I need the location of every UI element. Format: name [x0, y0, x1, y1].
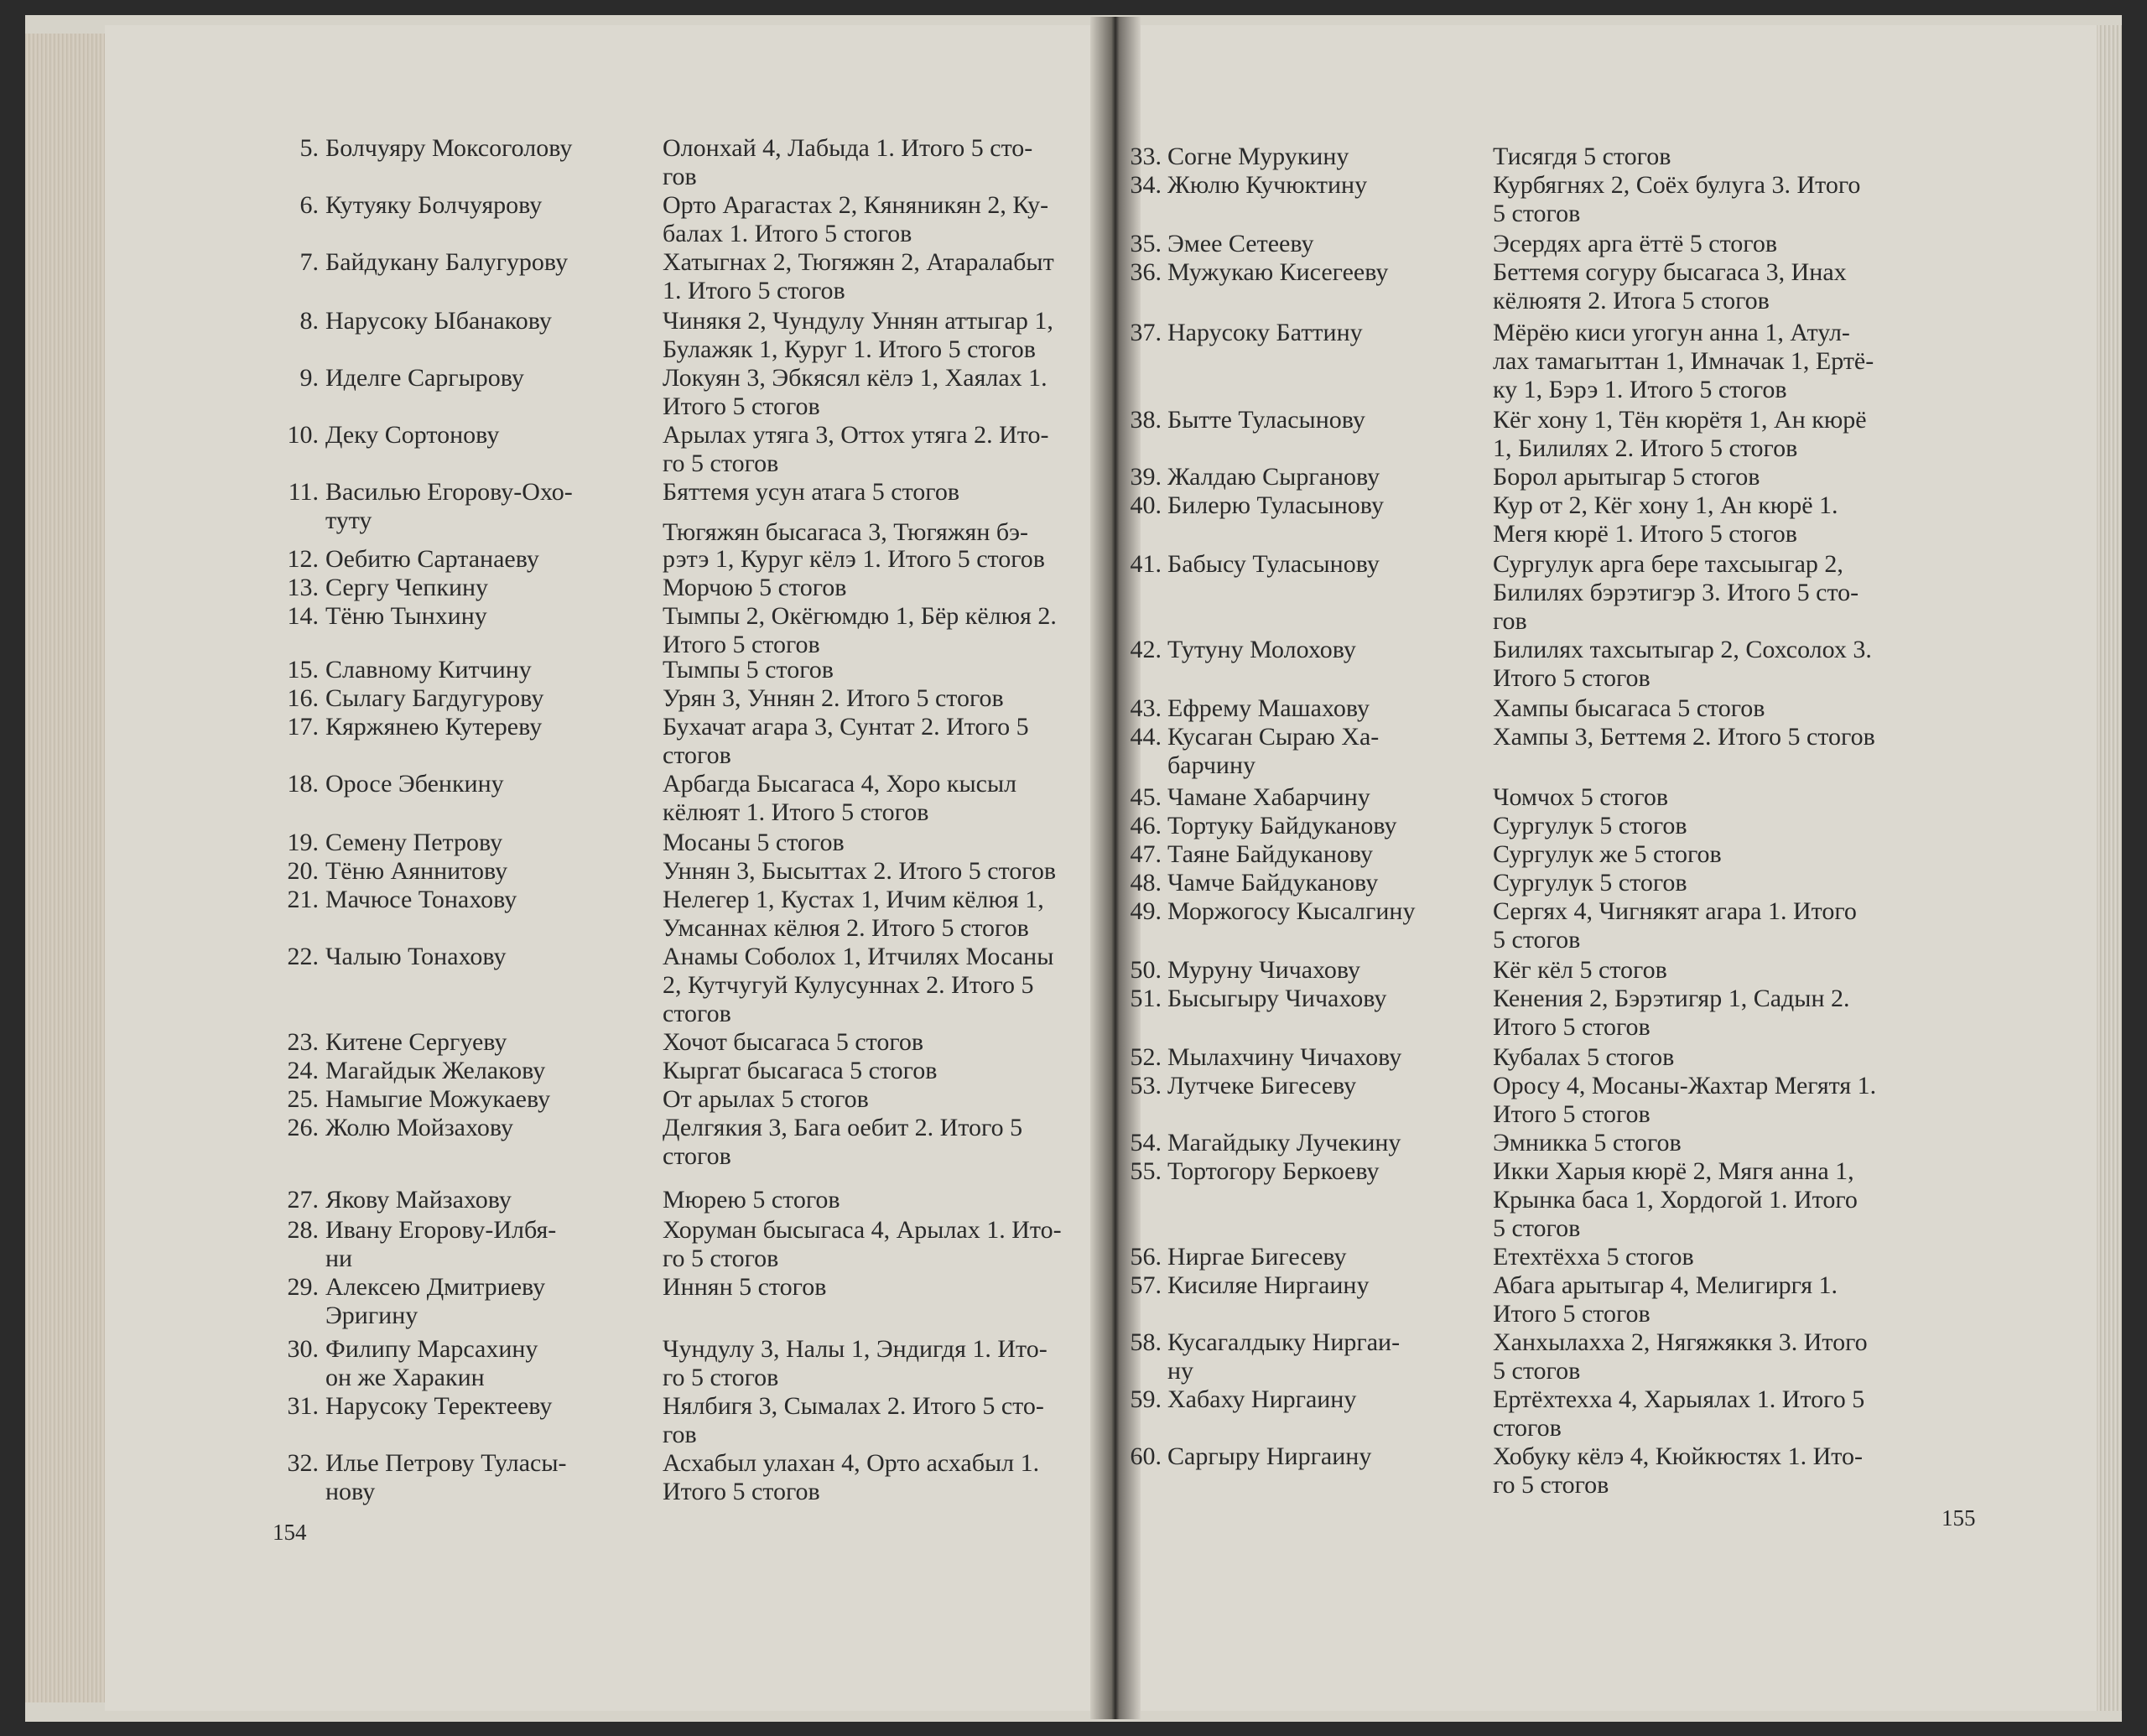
entry-name: Кутуяку Болчуярову — [325, 191, 543, 219]
entry-name: Кусаган Сыраю Ха- барчину — [1167, 723, 1380, 779]
entry-description: Асхабыл улахан 4, Орто асхабыл 1. Итого 5 стогов — [663, 1449, 1040, 1505]
entry-description: Тисягдя 5 стогов — [1493, 143, 1671, 170]
entry-name: Магайдыку Лучекину — [1167, 1129, 1401, 1156]
entry-description: Бяттемя усун атага 5 стогов — [663, 478, 960, 506]
entry-name: Лутчеке Бигесеву — [1167, 1072, 1357, 1099]
entry-description: Анамы Соболох 1, Итчилях Мосаны 2, Кутчугуй Кулусуннах 2. Итого 5 стогов — [663, 943, 1054, 1027]
page-edges-left — [25, 34, 109, 1702]
entry-description: Урян 3, Уннян 2. Итого 5 стогов — [663, 684, 1004, 712]
entry-name: Саргыру Ниргаину — [1167, 1442, 1372, 1470]
entry-number: 33. — [1130, 143, 1162, 170]
entry-name: Славному Китчину — [325, 656, 532, 683]
entry-number: 36. — [1130, 258, 1162, 286]
entry-number: 27. — [287, 1186, 319, 1214]
entry-name: Якову Майзахову — [325, 1186, 512, 1214]
entry-name: Согне Мурукину — [1167, 143, 1349, 170]
entry-name: Нарусоку Баттину — [1167, 319, 1363, 346]
entry-description: Кёг хону 1, Тён кюрётя 1, Ан кюрё 1, Билилях 2. Итого 5 стогов — [1493, 406, 1867, 462]
entry-number: 19. — [287, 829, 319, 856]
entry-description: Локуян 3, Эбкясял кёлэ 1, Хаялах 1. Итого 5 стогов — [663, 364, 1048, 420]
entry-number: 11. — [288, 478, 319, 506]
entry-description: Морчою 5 стогов — [663, 574, 847, 601]
entry-number: 16. — [287, 684, 319, 712]
entry-description: Арбагда Бысагаса 4, Хоро кысыл кёлюят 1. Итого 5 стогов — [663, 770, 1017, 826]
entry-description: Тымпы 5 стогов — [663, 656, 834, 683]
entry-number: 40. — [1130, 491, 1162, 519]
entry-description: Делгякия 3, Бага оебит 2. Итого 5 стогов — [663, 1114, 1023, 1170]
entry-name: Жюлю Кучюктину — [1167, 171, 1368, 199]
entry-name: Хабаху Ниргаину — [1167, 1385, 1357, 1413]
entry-description: Чомчох 5 стогов — [1493, 783, 1669, 811]
entry-number: 20. — [287, 857, 319, 885]
entry-number: 55. — [1130, 1157, 1162, 1185]
entry-number: 32. — [287, 1449, 319, 1477]
entry-number: 13. — [287, 574, 319, 601]
entry-number: 15. — [287, 656, 319, 683]
entry-name: Деку Сортонову — [325, 421, 500, 449]
entry-description: Нелегер 1, Кустах 1, Ичим кёлюя 1, Умсаннах кёлюя 2. Итого 5 стогов — [663, 886, 1044, 942]
entry-description: Кёг кёл 5 стогов — [1493, 956, 1667, 984]
entry-description: Мосаны 5 стогов — [663, 829, 845, 856]
entry-description: Бухачат агара 3, Сунтат 2. Итого 5 стогов — [663, 713, 1029, 769]
entry-name: Кяржянею Кутереву — [325, 713, 543, 741]
entry-description: Сергях 4, Чигнякят агара 1. Итого 5 стогов — [1493, 897, 1857, 954]
entry-number: 10. — [287, 421, 319, 449]
entry-number: 51. — [1130, 985, 1162, 1012]
entry-name: Бысыгыру Чичахову — [1167, 985, 1387, 1012]
entry-number: 46. — [1130, 812, 1162, 839]
entry-name: Ниргае Бигесеву — [1167, 1243, 1347, 1271]
entry-name: Чалыю Тонахову — [325, 943, 507, 970]
entry-number: 44. — [1130, 723, 1162, 751]
entry-number: 41. — [1130, 550, 1162, 578]
entry-description: Хампы бысагаса 5 стогов — [1493, 694, 1765, 722]
entry-number: 18. — [287, 770, 319, 798]
entry-number: 14. — [287, 602, 319, 630]
entry-description: Хобуку кёлэ 4, Кюйкюстях 1. Ито- го 5 стогов — [1493, 1442, 1863, 1499]
entry-name: Нарусоку Ыбанакову — [325, 307, 552, 335]
entry-number: 17. — [287, 713, 319, 741]
entry-description: Етехтёхха 5 стогов — [1493, 1243, 1694, 1271]
entry-description: Эсердях арга ёттё 5 стогов — [1493, 230, 1778, 257]
entry-description: Хоруман бысыгаса 4, Арылах 1. Ито- го 5 стогов — [663, 1216, 1062, 1272]
entry-name: Мылахчину Чичахову — [1167, 1043, 1402, 1071]
page-number-left: 154 — [273, 1520, 307, 1545]
entry-description: Олонхай 4, Лабыда 1. Итого 5 сто- гов — [663, 134, 1033, 190]
entry-description: Сургулук же 5 стогов — [1493, 840, 1722, 868]
entry-name: Билерю Туласынову — [1167, 491, 1384, 519]
entry-name: Моржогосу Кысалгину — [1167, 897, 1416, 925]
entry-name: Семену Петрову — [325, 829, 503, 856]
entry-name: Муруну Чичахову — [1167, 956, 1361, 984]
entry-number: 48. — [1130, 869, 1162, 897]
entry-description: Оросу 4, Мосаны-Жахтар Мегятя 1. Итого 5 стогов — [1493, 1072, 1877, 1128]
entry-name: Иделге Саргырову — [325, 364, 524, 392]
entry-name: Тёню Тынхину — [325, 602, 487, 630]
entry-name: Бабысу Туласынову — [1167, 550, 1380, 578]
entry-number: 50. — [1130, 956, 1162, 984]
entry-description: Эмникка 5 стогов — [1493, 1129, 1682, 1156]
entry-number: 43. — [1130, 694, 1162, 722]
entry-description: Хочот бысагаса 5 стогов — [663, 1028, 924, 1056]
entry-name: Китене Сергуеву — [325, 1028, 507, 1056]
entry-name: Чамче Байдуканову — [1167, 869, 1379, 897]
entry-number: 45. — [1130, 783, 1162, 811]
entry-name: Чамане Хабарчину — [1167, 783, 1370, 811]
entry-name: Кисиляе Ниргаину — [1167, 1271, 1370, 1299]
entry-description: Тымпы 2, Окёгюмдю 1, Бёр кёлюя 2. Итого 5 стогов — [663, 602, 1057, 658]
entry-description: Чундулу 3, Налы 1, Эндигдя 1. Ито- го 5 стогов — [663, 1335, 1048, 1391]
entry-number: 35. — [1130, 230, 1162, 257]
entry-name: Болчуяру Моксоголову — [325, 134, 573, 162]
entry-description: Мюрею 5 стогов — [663, 1186, 840, 1214]
entry-number: 57. — [1130, 1271, 1162, 1299]
entry-name: Тортуку Байдуканову — [1167, 812, 1397, 839]
entry-name: Василью Егорову-Охо- туту — [325, 478, 573, 534]
entry-description: Орто Арагастах 2, Кяняникян 2, Ку- балах 1. Итого 5 стогов — [663, 191, 1049, 247]
entry-number: 37. — [1130, 319, 1162, 346]
entry-name: Мачюсе Тонахову — [325, 886, 517, 913]
entry-description: Ханхылахха 2, Нягяжяккя 3. Итого 5 стогов — [1493, 1328, 1868, 1385]
entry-description: Мёрёю киси угогун анна 1, Атул- лах тамагыттан 1, Имначак 1, Ертё- ку 1, Бэрэ 1. Итого 5 стогов — [1493, 319, 1874, 403]
entry-description: Ертёхтехха 4, Харыялах 1. Итого 5 стогов — [1493, 1385, 1865, 1442]
entry-name: Тёню Аяннитову — [325, 857, 508, 885]
entry-number: 53. — [1130, 1072, 1162, 1099]
entry-number: 7. — [299, 248, 319, 276]
entry-number: 5. — [299, 134, 319, 162]
entry-name: Оросе Эбенкину — [325, 770, 504, 798]
entry-number: 26. — [287, 1114, 319, 1141]
entry-name: Ефрему Машахову — [1167, 694, 1370, 722]
entry-name: Тутуну Молохову — [1167, 636, 1356, 663]
entry-number: 6. — [299, 191, 319, 219]
entry-number: 34. — [1130, 171, 1162, 199]
entry-description: Уннян 3, Бысыттах 2. Итого 5 стогов — [663, 857, 1057, 885]
entry-number: 28. — [287, 1216, 319, 1244]
entry-description: Курбягнях 2, Соёх булуга 3. Итого 5 стогов — [1493, 171, 1861, 227]
entry-number: 29. — [287, 1273, 319, 1301]
entry-description: Абага арытыгар 4, Мелигиргя 1. Итого 5 стогов — [1493, 1271, 1838, 1328]
page-edges-right — [2097, 25, 2122, 1711]
entry-description: Кубалах 5 стогов — [1493, 1043, 1675, 1071]
entry-number: 49. — [1130, 897, 1162, 925]
entry-number: 30. — [287, 1335, 319, 1363]
entry-description: Арылах утяга 3, Оттох утяга 2. Ито- го 5 стогов — [663, 421, 1049, 477]
entry-name: Бытте Туласынову — [1167, 406, 1365, 434]
entry-description: рэтэ 1, Куруг кёлэ 1. Итого 5 стогов — [663, 545, 1045, 573]
entry-description: Хампы 3, Беттемя 2. Итого 5 стогов — [1493, 723, 1875, 751]
entry-number: 47. — [1130, 840, 1162, 868]
entry-name: Сергу Чепкину — [325, 574, 489, 601]
entry-name: Сылагу Багдугурову — [325, 684, 544, 712]
entry-name: Жалдаю Сырганову — [1167, 463, 1380, 491]
entry-name: Тортогору Беркоеву — [1167, 1157, 1380, 1185]
entry-description: Чинякя 2, Чундулу Уннян аттыгар 1, Булажяк 1, Куруг 1. Итого 5 стогов — [663, 307, 1053, 363]
entry-description: Сургулук 5 стогов — [1493, 869, 1687, 897]
entry-number: 12. — [287, 545, 319, 573]
entry-description: Тюгяжян бысагаса 3, Тюгяжян бэ- — [663, 518, 1029, 546]
entry-description: Беттемя согуру бысагаса 3, Инах кёлюятя 2. Итога 5 стогов — [1493, 258, 1847, 314]
entry-description: Сургулук арга бере тахсыыгар 2, Билилях бэрэтигэр 3. Итого 5 сто- гов — [1493, 550, 1859, 635]
entry-name: Кусагалдыку Ниргаи- ну — [1167, 1328, 1401, 1385]
entry-description: Нялбигя 3, Сымалах 2. Итого 5 сто- гов — [663, 1392, 1044, 1448]
entry-name: Оебитю Сартанаеву — [325, 545, 539, 573]
entry-number: 39. — [1130, 463, 1162, 491]
entry-number: 59. — [1130, 1385, 1162, 1413]
entry-number: 22. — [287, 943, 319, 970]
entry-description: Борол арытыгар 5 стогов — [1493, 463, 1760, 491]
entry-name: Илье Петрову Туласы- нову — [325, 1449, 567, 1505]
entry-number: 58. — [1130, 1328, 1162, 1356]
entry-number: 25. — [287, 1085, 319, 1113]
entry-number: 24. — [287, 1057, 319, 1084]
entry-number: 9. — [299, 364, 319, 392]
entry-number: 38. — [1130, 406, 1162, 434]
entry-number: 31. — [287, 1392, 319, 1420]
entry-name: Нарусоку Теректееву — [325, 1392, 553, 1420]
entry-name: Намыгие Можукаеву — [325, 1085, 551, 1113]
entry-number: 56. — [1130, 1243, 1162, 1271]
entry-description: Хатыгнах 2, Тюгяжян 2, Атаралабыт 1. Итого 5 стогов — [663, 248, 1054, 304]
entry-name: Магайдык Желакову — [325, 1057, 546, 1084]
entry-name: Филипу Марсахину он же Харакин — [325, 1335, 538, 1391]
entry-description: От арылах 5 стогов — [663, 1085, 869, 1113]
entry-number: 54. — [1130, 1129, 1162, 1156]
entry-name: Байдукану Балугурову — [325, 248, 569, 276]
entry-number: 52. — [1130, 1043, 1162, 1071]
entry-number: 42. — [1130, 636, 1162, 663]
entry-name: Жолю Мойзахову — [325, 1114, 513, 1141]
entry-number: 60. — [1130, 1442, 1162, 1470]
entry-description: Кенения 2, Бэрэтигяр 1, Садын 2. Итого 5 стогов — [1493, 985, 1850, 1041]
entry-description: Икки Харыя кюрё 2, Мягя анна 1, Крынка баса 1, Хордогой 1. Итого 5 стогов — [1493, 1157, 1858, 1242]
entry-name: Таяне Байдуканову — [1167, 840, 1374, 868]
entry-description: Иннян 5 стогов — [663, 1273, 827, 1301]
entry-description: Сургулук 5 стогов — [1493, 812, 1687, 839]
entry-name: Мужукаю Кисегееву — [1167, 258, 1389, 286]
entry-name: Эмее Сетееву — [1167, 230, 1314, 257]
page-number-right: 155 — [1942, 1505, 1976, 1531]
entry-description: Кур от 2, Кёг хону 1, Ан кюрё 1. Мегя кюрё 1. Итого 5 стогов — [1493, 491, 1838, 548]
entry-description: Билилях тахсытыгар 2, Сохсолох 3. Итого 5 стогов — [1493, 636, 1872, 692]
entry-number: 23. — [287, 1028, 319, 1056]
entry-name: Ивану Егорову-Илбя- ни — [325, 1216, 557, 1272]
entry-number: 21. — [287, 886, 319, 913]
entry-name: Алексею Дмитриеву Эригину — [325, 1273, 546, 1329]
entry-number: 8. — [299, 307, 319, 335]
entry-description: Кыргат бысагаса 5 стогов — [663, 1057, 938, 1084]
